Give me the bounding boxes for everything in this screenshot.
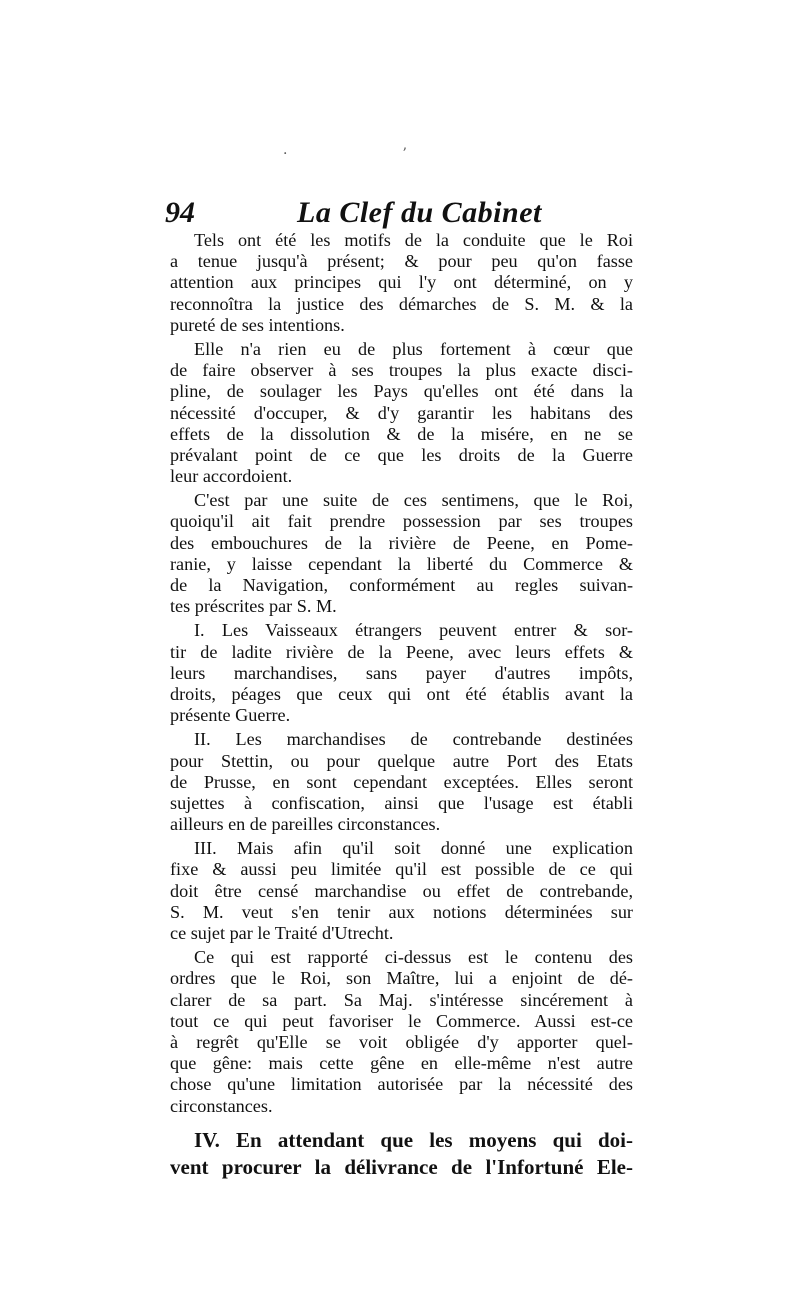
text-line: des embouchures de la rivière de Peene, en Pome- bbox=[170, 532, 633, 553]
text-line: ordres que le Roi, son Maître, lui a enjoint de dé- bbox=[170, 968, 633, 989]
text-line: de faire observer à ses troupes la plus exacte disci- bbox=[170, 360, 633, 381]
text-line: droits, péages que ceux qui ont été établis avant la bbox=[170, 683, 633, 704]
text-line: ce sujet par le Traité d'Utrecht. bbox=[170, 923, 394, 943]
text-line: reconnoîtra la justice des démarches de S. M. & la bbox=[170, 293, 633, 314]
text-line: tout ce qui peut favoriser le Commerce. Aussi est-ce bbox=[170, 1010, 633, 1031]
text-line: effets de la dissolution & de la misére, en ne se bbox=[170, 423, 633, 444]
body-text bbox=[170, 230, 633, 1181]
ink-speck: · bbox=[283, 146, 288, 162]
paragraph-rule-i bbox=[170, 620, 633, 726]
text-line: à regrêt qu'Elle se voit obligée d'y apporter quel- bbox=[170, 1031, 633, 1052]
paragraph-commerce bbox=[170, 490, 633, 617]
page-number: 94 bbox=[165, 196, 195, 229]
paragraph-discipline bbox=[170, 339, 633, 487]
text-line: tir de ladite rivière de la Peene, avec leurs effets & bbox=[170, 641, 633, 662]
text-line: tes préscrites par S. M. bbox=[170, 596, 337, 617]
text-line: C'est par une suite de ces sentimens, que le Roi, bbox=[194, 490, 633, 511]
text-line: circonstances. bbox=[170, 1095, 273, 1116]
text-line: prévalant point de ce que les droits de la Guerre bbox=[170, 444, 633, 465]
text-line: clarer de sa part. Sa Maj. s'intéresse sincérement à bbox=[170, 989, 633, 1010]
text-line: de la Navigation, conformément au regles suivan- bbox=[170, 575, 633, 595]
paragraph-rule-ii bbox=[170, 729, 633, 835]
text-line: leurs marchandises, sans payer d'autres impôts, bbox=[170, 662, 633, 683]
paragraph-rule-iii bbox=[170, 838, 633, 944]
text-line: leur accordoient. bbox=[170, 466, 293, 487]
text-line: pour Stettin, ou pour quelque autre Port des Etats bbox=[170, 750, 633, 771]
text-line: Elle n'a rien eu de plus fortement à cœur que bbox=[194, 338, 633, 359]
text-line: sujettes à confiscation, ainsi que l'usage est établi bbox=[170, 792, 633, 813]
text-line: a tenue jusqu'à présent; & pour peu qu'on fasse bbox=[170, 251, 633, 272]
text-line: S. M. veut s'en tenir aux notions déterminées sur bbox=[170, 901, 633, 922]
text-line: que gêne: mais cette gêne en elle-même n'est autre bbox=[170, 1053, 633, 1074]
page-header bbox=[165, 196, 635, 230]
text-line: ailleurs en de pareilles circonstances. bbox=[170, 814, 441, 835]
paragraph-motives bbox=[170, 230, 633, 336]
text-line: pline, de soulager les Pays qu'elles ont été dans la bbox=[170, 381, 633, 402]
text-line: doit être censé marchandise ou effet de contrebande, bbox=[170, 880, 633, 901]
text-line: Tels ont été les motifs de la conduite que le Roi bbox=[194, 230, 633, 250]
text-line: II. Les marchandises de contrebande destinées bbox=[194, 729, 633, 750]
text-line: quoiqu'il ait fait prendre possession par ses troupes bbox=[170, 511, 633, 532]
text-line: ranie, y laisse cependant la liberté du Commerce & bbox=[170, 553, 633, 574]
text-line: fixe & aussi peu limitée qu'il est possible de ce qui bbox=[170, 859, 633, 880]
running-head: La Clef du Cabinet bbox=[297, 196, 542, 229]
text-line: nécessité d'occuper, & d'y garantir les habitans des bbox=[170, 402, 633, 423]
text-line: I. Les Vaisseaux étrangers peuvent entrer & sor- bbox=[194, 620, 633, 641]
text-line: Ce qui est rapporté ci-dessus est le contenu des bbox=[194, 947, 633, 968]
text-line: pureté de ses intentions. bbox=[170, 314, 345, 335]
text-line: chose qu'une limitation autorisée par la nécessité des bbox=[170, 1074, 633, 1095]
text-line: vent procurer la délivrance de l'Infortuné Ele- bbox=[170, 1154, 633, 1179]
text-line: IV. En attendant que les moyens qui doi- bbox=[194, 1127, 633, 1152]
paragraph-orders bbox=[170, 947, 633, 1117]
text-line: attention aux principes qui l'y ont déterminé, on y bbox=[170, 272, 633, 293]
text-line: présente Guerre. bbox=[170, 705, 291, 726]
section-iv-heading bbox=[170, 1127, 633, 1181]
ink-speck: ʼ bbox=[402, 146, 407, 162]
text-line: de Prusse, en sont cependant exceptées. Elles seront bbox=[170, 771, 633, 792]
text-line: III. Mais afin qu'il soit donné une explication bbox=[194, 838, 633, 859]
